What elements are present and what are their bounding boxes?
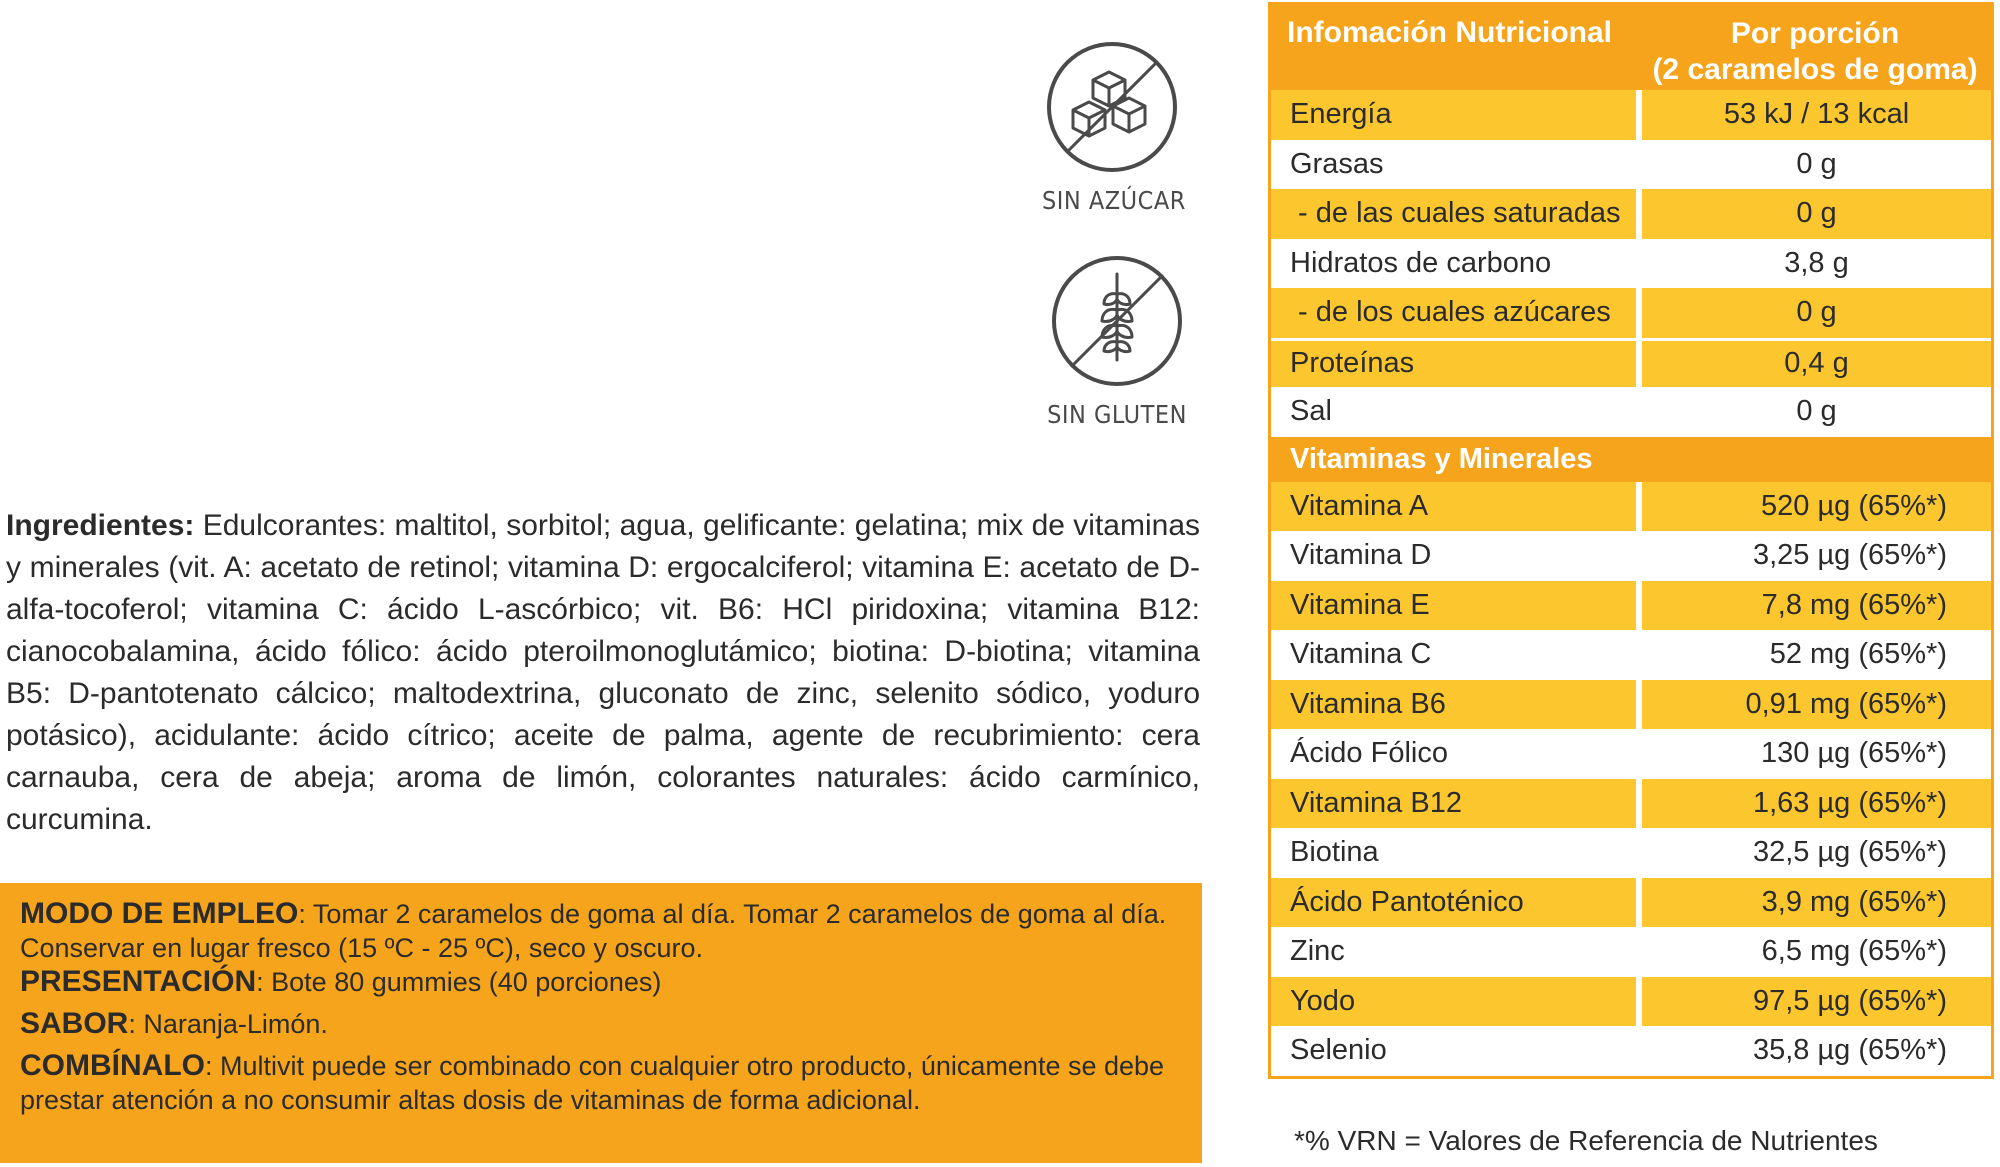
vitamin-name: Ácido Pantoténico (1271, 878, 1642, 928)
vitamin-name: Ácido Fólico (1271, 729, 1642, 779)
ingredients-text: Edulcorantes: maltitol, sorbitol; agua, gelificante: gelatina; mix de vitaminas y minerales (vit. A: acetato de retinol; vitamina D: ergocalciferol; vitamina E: acetato de D-alfa-tocoferol; vitamina C: ácido L-ascórbico; vit. B6: HCl piridoxina; vitamina B12: cianocobalamina, ácido fólico: ácido pteroilmonoglutámico; biotina: D-biotina; vitamina B5: D-pantotenato cálcico; maltodextrina, gluconato de zinc, selenito sódico, yoduro potásico), acidulante: ácido cítrico; aceite de palma, agente de recubrimiento: cera carnauba, cera de abeja; aroma de limón, colorantes naturales: ácido carmínico, curcumina. (6, 509, 1200, 836)
table-row (1271, 779, 1991, 829)
usage-box (0, 883, 1202, 1163)
vitamin-value: 32,5 µg (65%*) (1752, 836, 1947, 869)
wheat-crossed-icon (1052, 256, 1182, 386)
vitamin-value: 97,5 µg (65%*) (1642, 977, 1991, 1027)
vitamin-value: 6,5 mg (65%*) (1761, 935, 1947, 968)
vitamin-value: 3,25 µg (65%*) (1752, 539, 1947, 572)
table-row (1271, 878, 1991, 928)
nutrition-table-header (1271, 2, 1991, 90)
nutrient-value: 53 kJ / 13 kcal (1642, 90, 1991, 140)
table-row (1271, 387, 1991, 437)
table-row (1271, 1026, 1991, 1076)
nutrient-name: Grasas (1271, 140, 1642, 190)
vitamins-section-title: Vitaminas y Minerales (1271, 437, 1991, 482)
sin-gluten-label: SIN GLUTEN (1047, 400, 1187, 429)
table-row (1271, 927, 1991, 977)
table-row (1271, 531, 1991, 581)
modo-de-empleo (20, 897, 1182, 965)
vitamin-name: Vitamina B12 (1271, 779, 1642, 829)
combinalo (20, 1049, 1182, 1117)
sabor (20, 1007, 1182, 1041)
vitamin-name: Biotina (1271, 828, 1642, 878)
nutrient-value: 3,8 g (1784, 246, 1849, 279)
vitamin-name: Vitamina A (1271, 482, 1642, 532)
vitamin-name: Zinc (1271, 927, 1642, 977)
table-row (1271, 977, 1991, 1027)
presentacion-text: : Bote 80 gummies (40 porciones) (256, 967, 662, 997)
presentacion (20, 965, 1182, 999)
vitamin-name: Selenio (1271, 1026, 1642, 1076)
vitamin-name: Vitamina E (1271, 581, 1642, 631)
header-col2-line2: (2 caramelos de goma) (1652, 53, 1978, 86)
nutrient-value: 0 g (1796, 395, 1837, 428)
nutrient-value: 0 g (1796, 147, 1837, 180)
vitamin-value: 52 mg (65%*) (1769, 638, 1947, 671)
vitamin-name: Vitamina B6 (1271, 680, 1642, 730)
vitamin-value: 0,91 mg (65%*) (1642, 680, 1991, 730)
combinalo-heading: COMBÍNALO (20, 1049, 205, 1082)
nutrient-name: Proteínas (1271, 341, 1642, 388)
header-col2-line1: Por porción (1730, 17, 1900, 50)
header-col2 (1639, 2, 1991, 90)
presentacion-heading: PRESENTACIÓN (20, 965, 257, 998)
table-row (1271, 581, 1991, 631)
vitamin-name: Yodo (1271, 977, 1642, 1027)
vitamin-value: 3,9 mg (65%*) (1642, 878, 1991, 928)
sabor-text: : Naranja-Limón. (128, 1009, 328, 1039)
nutrient-value: 0,4 g (1642, 341, 1991, 388)
table-row (1271, 189, 1991, 239)
vrn-footnote: *% VRN = Valores de Referencia de Nutrientes (1294, 1125, 1878, 1156)
combinalo-text: : Multivit puede ser combinado con cualquier otro producto, únicamente se debe prestar atención a no consumir altas dosis de vitaminas de forma adicional. (20, 1051, 1165, 1115)
sabor-heading: SABOR (20, 1007, 129, 1040)
modo-heading: MODO DE EMPLEO (20, 897, 299, 930)
table-row (1271, 239, 1991, 289)
table-row (1271, 140, 1991, 190)
table-row (1271, 729, 1991, 779)
modo-text: : Tomar 2 caramelos de goma al día. Tomar 2 caramelos de goma al día. Conservar en lugar fresco (15 ºC - 25 ºC), seco y oscuro. (20, 899, 1167, 963)
sugar-cubes-crossed-icon (1047, 42, 1177, 172)
table-row (1271, 680, 1991, 730)
vitamin-value: 520 µg (65%*) (1642, 482, 1991, 532)
nutrient-name: - de los cuales azúcares (1271, 288, 1642, 338)
nutrient-name: - de las cuales saturadas (1271, 189, 1642, 239)
nutrient-name: Energía (1271, 90, 1642, 140)
ingredients-heading: Ingredientes: (6, 509, 195, 542)
table-row (1271, 828, 1991, 878)
ingredients-paragraph (6, 505, 1200, 841)
table-row (1271, 338, 1991, 388)
table-row (1271, 288, 1991, 338)
header-col1: Infomación Nutricional (1287, 16, 1613, 49)
vitamin-value: 1,63 µg (65%*) (1642, 779, 1991, 829)
nutrient-value: 0 g (1642, 189, 1991, 239)
sin-azucar-label: SIN AZÚCAR (1042, 186, 1186, 215)
vitamin-value: 35,8 µg (65%*) (1752, 1034, 1947, 1067)
table-row (1271, 90, 1991, 140)
nutrient-name: Sal (1271, 387, 1642, 437)
nutrient-name: Hidratos de carbono (1271, 239, 1642, 289)
vitamin-value: 7,8 mg (65%*) (1642, 581, 1991, 631)
table-row (1271, 482, 1991, 532)
vitamin-name: Vitamina D (1271, 531, 1642, 581)
vitamin-value: 130 µg (65%*) (1761, 737, 1947, 770)
sin-azucar-badge (1042, 42, 1186, 215)
sin-gluten-badge (1047, 256, 1187, 429)
nutrition-table (1268, 2, 1994, 1079)
nutrient-value: 0 g (1642, 288, 1991, 338)
table-row (1271, 630, 1991, 680)
vitamin-name: Vitamina C (1271, 630, 1642, 680)
